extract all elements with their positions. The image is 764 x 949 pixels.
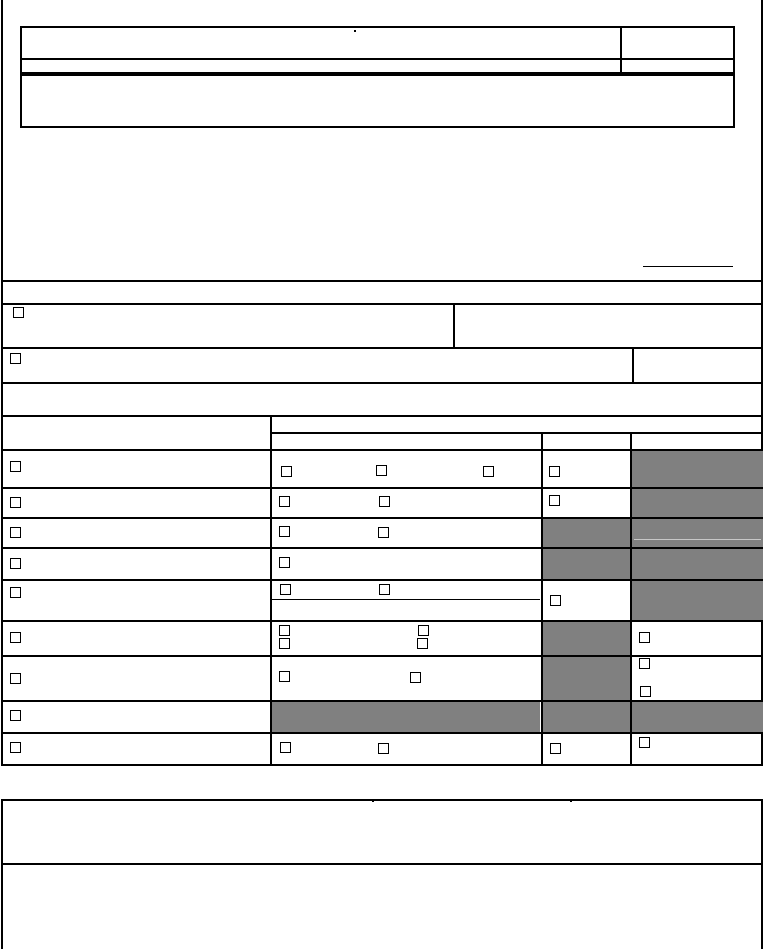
row-3-option-2-checkbox[interactable]	[378, 527, 389, 538]
section-rule-3	[1, 347, 763, 349]
footer-tick-2	[570, 800, 572, 802]
shade-highlight-line	[634, 539, 761, 540]
row-9-option-2-checkbox[interactable]	[378, 743, 389, 754]
shaded-cell-r3-c4	[632, 519, 763, 547]
row-3-option-1-checkbox[interactable]	[279, 526, 290, 537]
row-7-select-checkbox[interactable]	[10, 673, 21, 684]
row-6-option-5-checkbox[interactable]	[639, 632, 650, 643]
shaded-cell-r8-c4	[632, 702, 763, 732]
header-title-cell	[20, 26, 735, 60]
row-2-option-1-checkbox[interactable]	[279, 496, 290, 507]
row-9-select-checkbox[interactable]	[10, 742, 21, 753]
row-7-option-4-checkbox[interactable]	[640, 686, 651, 697]
shaded-cell-r4-c4	[632, 549, 763, 579]
row-5-option-3-checkbox[interactable]	[550, 595, 561, 606]
option-b-checkbox[interactable]	[10, 353, 21, 364]
matrix-top-rule	[1, 415, 763, 417]
matrix-row-rule-8	[1, 732, 763, 734]
row-1-option-3-checkbox[interactable]	[483, 466, 494, 477]
shaded-cell-r3-c3	[543, 519, 630, 547]
matrix-subheader-rule	[272, 432, 763, 434]
header-description-cell	[20, 74, 735, 128]
row-2-select-checkbox[interactable]	[10, 497, 21, 508]
footer-frame	[1, 799, 763, 949]
option-a-divider	[453, 303, 455, 348]
section-rule-2	[1, 303, 763, 305]
matrix-row-rule-5	[1, 620, 763, 622]
header-tick	[354, 30, 356, 32]
matrix-row-rule-6	[1, 655, 763, 657]
row-5-select-checkbox[interactable]	[10, 587, 21, 598]
shaded-cell-r5-c4	[632, 581, 763, 620]
row-9-option-1-checkbox[interactable]	[280, 742, 291, 753]
row-2-option-2-checkbox[interactable]	[379, 496, 390, 507]
row-1-option-2-checkbox[interactable]	[376, 465, 387, 476]
section-rule-1	[1, 280, 763, 282]
shaded-cell-r8-c2	[272, 702, 540, 732]
row-9-option-3-checkbox[interactable]	[550, 743, 561, 754]
row-2-option-3-checkbox[interactable]	[549, 495, 560, 506]
row-4-select-checkbox[interactable]	[10, 558, 21, 569]
shaded-cell-r1-c4	[632, 451, 763, 487]
footer-tick-1	[372, 800, 374, 802]
row-9-option-4-checkbox[interactable]	[639, 737, 650, 748]
row-6-option-1-checkbox[interactable]	[279, 625, 290, 636]
row-1-select-checkbox[interactable]	[10, 461, 21, 472]
shaded-cell-r6-c3	[543, 622, 630, 655]
row-5-option-1-checkbox[interactable]	[280, 584, 291, 595]
signature-line	[643, 266, 733, 267]
section-rule-4	[1, 382, 763, 384]
header-subrow-cell	[20, 58, 735, 74]
option-a-checkbox[interactable]	[13, 307, 24, 318]
row-1-option-1-checkbox[interactable]	[281, 466, 292, 477]
shaded-cell-r4-c3	[543, 549, 630, 579]
row-6-option-4-checkbox[interactable]	[417, 638, 428, 649]
row-1-option-4-checkbox[interactable]	[549, 466, 560, 477]
row-8-select-checkbox[interactable]	[10, 710, 21, 721]
row-6-option-2-checkbox[interactable]	[279, 638, 290, 649]
row-6-option-3-checkbox[interactable]	[418, 625, 429, 636]
shaded-cell-r7-c3	[543, 657, 630, 700]
footer-divider	[1, 863, 763, 865]
row-7-option-1-checkbox[interactable]	[279, 671, 290, 682]
row-4-option-1-checkbox[interactable]	[279, 557, 290, 568]
shaded-cell-r2-c4	[632, 489, 763, 517]
row-5-option-2-checkbox[interactable]	[379, 584, 390, 595]
shaded-cell-r8-c3	[543, 702, 630, 732]
row-7-option-2-checkbox[interactable]	[410, 672, 421, 683]
matrix-bottom-rule	[1, 764, 763, 766]
row-7-option-3-checkbox[interactable]	[639, 658, 650, 669]
matrix-row-5-inner-rule	[272, 599, 540, 600]
row-3-select-checkbox[interactable]	[10, 527, 21, 538]
option-b-divider	[632, 347, 634, 383]
row-6-select-checkbox[interactable]	[10, 632, 21, 643]
